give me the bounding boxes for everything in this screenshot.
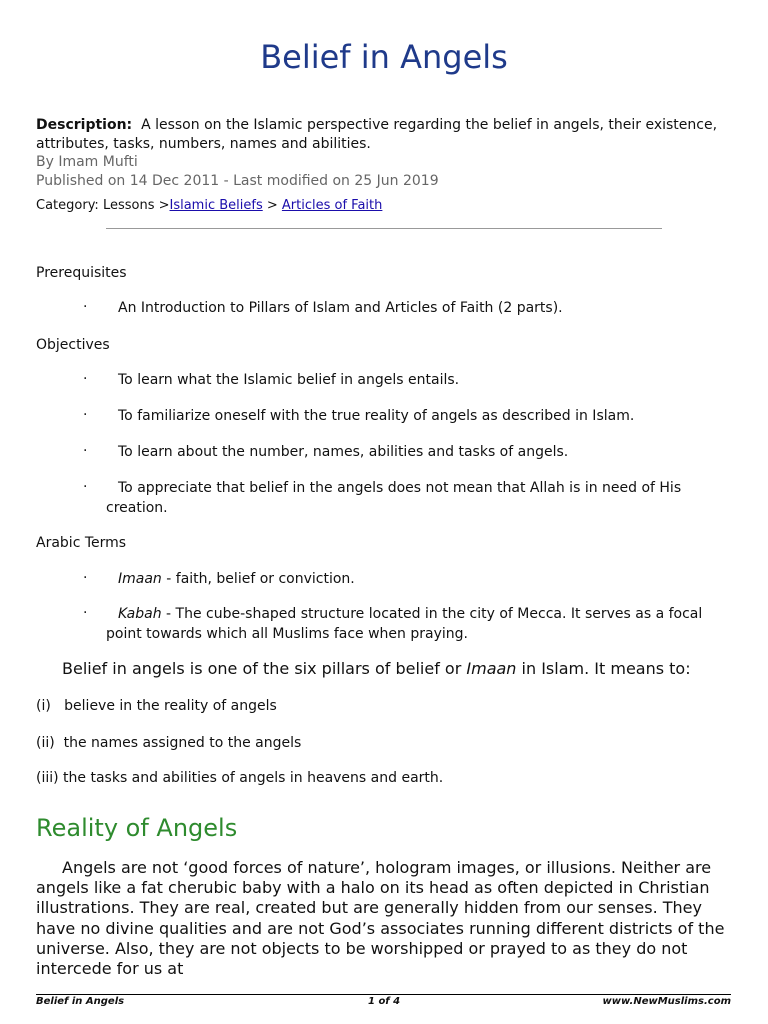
arabic-term-item (106, 604, 716, 644)
bullet-icon: · (83, 407, 88, 423)
list-item: (i) believe in the reality of angels (36, 698, 277, 714)
term-definition: - faith, belief or conviction. (161, 571, 355, 587)
prerequisite-item: An Introduction to Pillars of Islam and Articles of Faith (2 parts). (118, 300, 563, 316)
bullet-icon: · (83, 371, 88, 387)
bullet-icon: · (83, 443, 88, 459)
arabic-terms-heading: Arabic Terms (36, 535, 127, 551)
arabic-term-item (106, 569, 726, 589)
intro-paragraph: Belief in angels is one of the six pillars of belief or Imaan in Islam. It means to: (62, 659, 691, 678)
bullet-icon: · (83, 299, 88, 315)
objective-item: To learn about the number, names, abilities and tasks of angels. (118, 444, 569, 460)
byline: By Imam Mufti (36, 154, 138, 170)
published-date: Published on 14 Dec 2011 - Last modified on 25 Jun 2019 (36, 173, 439, 189)
bullet-icon: · (83, 605, 88, 621)
prerequisites-heading: Prerequisites (36, 265, 127, 281)
page-title: Belief in Angels (260, 38, 508, 76)
bullet-icon: · (83, 570, 88, 586)
description-text: A lesson on the Islamic perspective regarding the belief in angels, their existence, attributes, tasks, numbers, names and abilities. (36, 117, 718, 152)
description-label: Description: (36, 117, 133, 133)
footer-rule (36, 994, 731, 995)
term-word: Imaan (118, 571, 162, 587)
category-link-islamic-beliefs[interactable]: Islamic Beliefs (169, 198, 263, 213)
category-separator: > (262, 198, 282, 213)
term-definition: - The cube-shaped structure located in the city of Mecca. It serves as a focal point towards which all Muslims face when praying. (106, 606, 703, 642)
objective-item: To learn what the Islamic belief in angels entails. (118, 372, 460, 388)
list-item: (iii) the tasks and abilities of angels in heavens and earth. (36, 770, 444, 786)
objective-item: To appreciate that belief in the angels does not mean that Allah is in need of His creation. (106, 480, 682, 516)
section-heading: Reality of Angels (36, 814, 238, 842)
description (36, 116, 736, 154)
footer-website: www.NewMuslims.com (602, 996, 731, 1007)
divider (106, 228, 662, 229)
footer-page-number: 1 of 4 (368, 996, 401, 1007)
objectives-heading: Objectives (36, 337, 110, 353)
intro-term: Imaan (466, 659, 517, 678)
list-item: (ii) the names assigned to the angels (36, 735, 302, 751)
term-word: Kabah (118, 606, 162, 622)
category-link-articles-of-faith[interactable]: Articles of Faith (281, 198, 383, 213)
footer-title: Belief in Angels (36, 996, 125, 1007)
section-paragraph: Angels are not ‘good forces of nature’, hologram images, or illusions. Neither are angels like a fat cherubic baby with a halo on its head as often depicted in Christian illustrations. They are real, created but are generally hidden from our senses. They have no divine qualities and are not God’s associates running different districts of the universe. Also, they are not objects to be worshipped or prayed to as they do not intercede for us at (36, 858, 725, 979)
objective-item: To familiarize oneself with the true reality of angels as described in Islam. (118, 408, 635, 424)
category-breadcrumb (36, 196, 736, 215)
bullet-icon: · (83, 479, 88, 495)
category-prefix: Category: Lessons > (36, 198, 170, 213)
